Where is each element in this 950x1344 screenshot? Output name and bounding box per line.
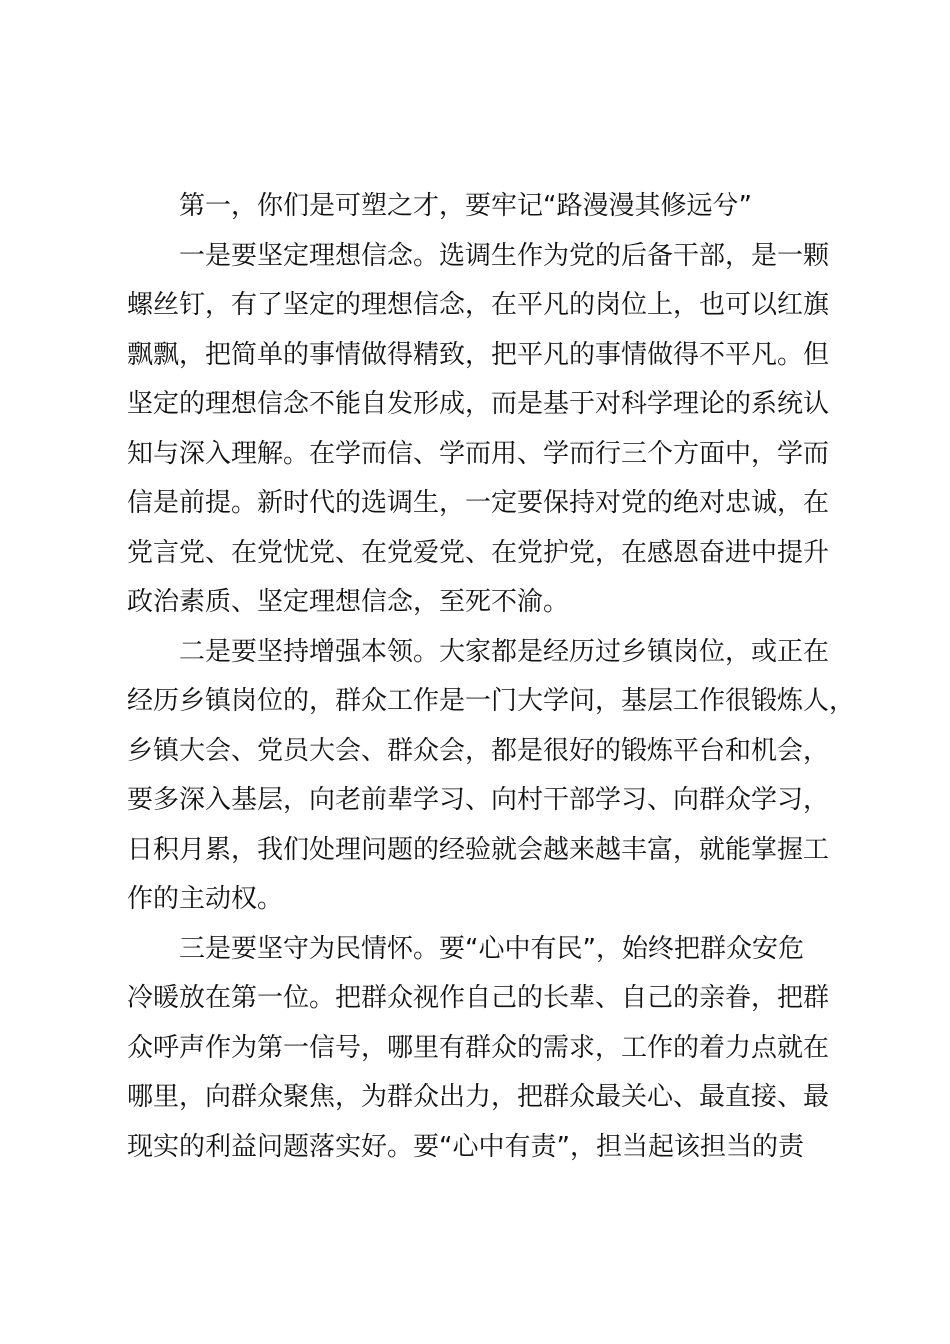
paragraph-line: 众呼声作为第一信号，哪里有群众的需求，工作的着力点就在 (127, 1032, 830, 1063)
paragraph-line: 现实的利益问题落实好。要“心中有责”，担当起该担当的责 (127, 1131, 804, 1162)
paragraph-line: 一是要坚定理想信念。选调生作为党的后备干部，是一颗 (179, 240, 830, 271)
paragraph-line: 日积月累，我们处理问题的经验就会越来越丰富，就能掌握工 (127, 834, 830, 865)
paragraph-line: 乡镇大会、党员大会、群众会，都是很好的锻炼平台和机会， (127, 735, 830, 766)
paragraph-line: 作的主动权。 (127, 884, 284, 914)
paragraph-line: 螺丝钉，有了坚定的理想信念，在平凡的岗位上，也可以红旗 (127, 290, 830, 320)
section-heading: 第一，你们是可塑之才，要牢记“路漫漫其修远兮” (179, 191, 752, 221)
document-body (127, 182, 856, 1172)
paragraph-line: 坚定的理想信念不能自发形成，而是基于对科学理论的系统认 (127, 389, 830, 419)
paragraph-line: 二是要坚持增强本领。大家都是经历过乡镇岗位，或正在 (179, 636, 830, 667)
paragraph-line: 知与深入理解。在学而信、学而用、学而行三个方面中，学而 (127, 438, 830, 469)
paragraph-line: 要多深入基层，向老前辈学习、向村干部学习、向群众学习， (127, 785, 830, 815)
paragraph-line: 三是要坚守为民情怀。要“心中有民”，始终把群众安危 (179, 933, 804, 964)
paragraph-1 (127, 232, 837, 628)
paragraph-line: 冷暖放在第一位。把群众视作自己的长辈、自己的亲眷，把群 (127, 983, 830, 1013)
paragraph-line: 信是前提。新时代的选调生，一定要保持对党的绝对忠诚，在 (127, 488, 830, 518)
paragraph-line: 飘飘，把简单的事情做得精致，把平凡的事情做得不平凡。但 (127, 339, 830, 370)
paragraph-2 (127, 628, 856, 925)
paragraph-line: 经历乡镇岗位的，群众工作是一门大学问，基层工作很锻炼人， (127, 686, 856, 716)
paragraph-line: 哪里，向群众聚焦，为群众出力，把群众最关心、最直接、最 (127, 1082, 830, 1112)
paragraph-3 (127, 925, 837, 1173)
paragraph-line: 党言党、在党忧党、在党爱党、在党护党，在感恩奋进中提升 (127, 537, 830, 568)
paragraph-line: 政治素质、坚定理想信念，至死不渝。 (127, 587, 570, 617)
